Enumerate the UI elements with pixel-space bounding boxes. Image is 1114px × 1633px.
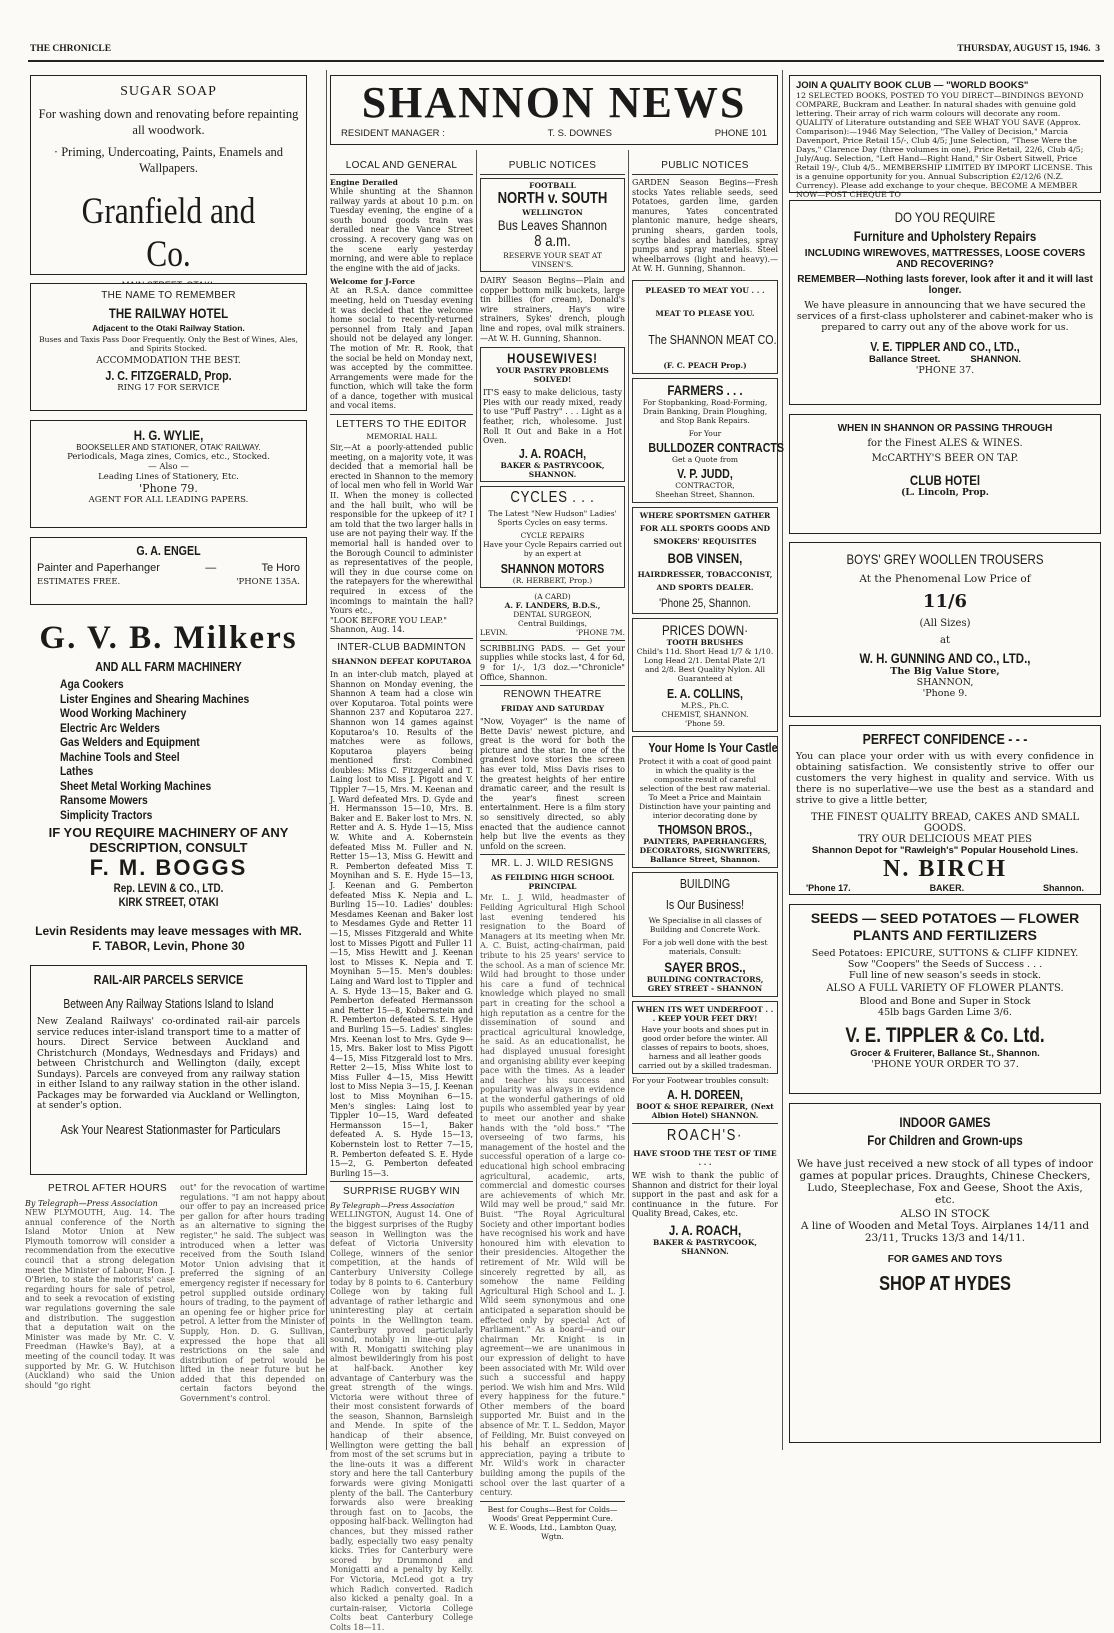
- tippler-furniture-ad: DO YOU REQUIRE Furniture and Upholstery Repairs INCLUDING WIREWOVES, MATTRESSES, LOOSE COVERS AND RECOVERING? REMEMBER—Nothing lasts forever, look after it and it will last longer. We have pleasure in announcing that we have secured the services of a first-class upholsterer and cabinet-maker who is prepared to carry out any of the above work for us. V. E. TIPPLER AND CO., LTD., Ballance Street. SHANNON. 'PHONE 37.: [789, 200, 1101, 405]
- railway-hotel-ad: THE NAME TO REMEMBER THE RAILWAY HOTEL Adjacent to the Otaki Railway Station. Buses and Taxis Pass Door Frequently. Only the Best of Wines, Ales, and Spirits Stocked. ACCOMMODATION THE BEST. J. C. FITZGERALD, Prop. RING 17 FOR SERVICE: [30, 283, 307, 411]
- gvb-item: Lister Engines and Shearing Machines: [60, 691, 250, 706]
- gvb-item: Machine Tools and Steel: [60, 749, 180, 764]
- public-notices-column-1: PUBLIC NOTICES FOOTBALL NORTH v. SOUTH WELLINGTON Bus Leaves Shannon 8 a.m. RESERVE YOUR SEAT AT VINSEN'S. DAIRY Season Begins—Plain and copper bottom milk buckets, large tin billies (for cream), Donald's wire strainers, Hay's wire strainers, Sykes' drench, plough line and ropes, oval milk strainers. —At W. H. Gunning, Shannon. HOUSEWIVES! YOUR PASTRY PROBLEMS SOLVED! IT'S easy to make delicious, tasty Pies with our ready mixed, ready to use "Puff Pastry" . . . Light as a feather, rich, wholesome. Just Roll It Out and Bake in a Hot Oven. J. A. ROACH, BAKER & PASTRYCOOK, SHANNON. CYCLES . . . The Latest "New Hudson" Ladies' Sports Cycles on easy terms. CYCLE REPAIRS Have your Cycle Repairs carried out by an expert at SHANNON MOTORS (R. HERBERT, Prop.) (A CARD) A. F. LANDERS, B.D.S., DENTAL SURGEON, Central Buildings, LEVIN. 'PHONE 7M. SCRIBBLING PADS. — Get your supplies while stocks last, 4 for 6d, 9 for 1/-, 1/3 doz.—"Chronicle" Office, Shannon. RENOWN THEATRE FRIDAY AND SATURDAY "Now, Voyager" is the name of Bette Davis' newest picture, and great is the word for both the picture and the star. In one of the grandest love stories the screen has ever told, Miss Davis rises to the greatest heights of her entire dramatic career, and the result is the year's finest screen entertainment. Here is a film story so sensitively directed, so ably enacted that the audience cannot help but live the events as they unfold on the screen. MR. L. J. WILD RESIGNS AS FEILDING HIGH SCHOOL PRINCIPAL Mr. L. J. Wild, headmaster of Feilding Agricultural High School last evening tendered his resignation to the Board of Managers at its meeting when Mr. A. C. Buist, acting-chairman, paid tribute to his 25 years' service to the school. As a man of science Mr. Wild had brought to those under his care a fund of technical knowledge which played no small part in creating for the school a high reputation as a centre for the dissemination of sound and practical agricultural knowledge, he said. As an educationalist, he had displayed unusual foresight and organising ability ever keeping pace with the times. As a leader and teacher his success and popularity was always in evidence at the wonderful gatherings of old pupils who assembled year by year to meet our another and shake hands with the "old boss." "The overseeing of two farms, his management of the hostel and the successful operation of a large co-educational high school embracing agricultural, academic, arts, commercial and domestic courses are achievements of which Mr. Wild may well be proud," said Mr. Buist. "The Royal Agricultural Society and other important bodies have recognised his work and have honoured him with elevation to their presidencies. Altogether the retirement of Mr. Wild will be sincerely regretted by all, as somehow the name Feilding Agricultural High School and L. J. Wild seem synonymous and one anticipated a separation should be effected only by special Act of Parliament." As a board—and our chairman Mr. Knight is in agreement—we are unanimous in our expression of delight to have been associated with Mr. Wild over such a successful and happy period. We wish him and Mrs. Wild every happiness for the future." Other members of the board supported Mr. Buist and in the absence of Mr. T. L. Seddon, Mayor of Feilding, Mr. Buist conveyed on his behalf an expression of appreciation, paying a tribute to Mr. Wild's work in character building among the pupils of the school over the last quarter of a century. Best for Coughs—Best for Colds— Woods' Great Peppermint Cure. W. E. Woods, Ltd., Lambton Quay, Wgtn.: [480, 160, 625, 1541]
- club-hotel-ad: WHEN IN SHANNON OR PASSING THROUGH for the Finest ALES & WINES. McCARTHY'S BEER ON TAP. CLUB HOTEl (L. Lincoln, Prop.: [789, 414, 1101, 534]
- birch-ad: PERFECT CONFIDENCE - - - You can place your order with us with every confidence in obtaining satisfaction. We consistently strive to offer our customers the very highest in quality and service. With us there is no superlative—we use the best as a standard and strive to give a little better, THE FINEST QUALITY BREAD, CAKES AND SMALL GOODS. TRY OUR DELICIOUS MEAT PIES Shannon Depot for "Rawleigh's" Popular Household Lines. N. BIRCH 'Phone 17. BAKER. Shannon.: [789, 725, 1101, 895]
- sugar-soap-ad: SUGAR SOAP For washing down and renovating before repainting all woodwork. · Priming, Undercoating, Paints, Enamels and Wallpapers. Granfield and Co.: [30, 75, 307, 275]
- gvb-item: Gas Welders and Equipment: [60, 735, 200, 749]
- issue-date: THURSDAY, AUGUST 15, 1946. 3: [957, 44, 1100, 54]
- hydes-ad: INDOOR GAMES For Children and Grown-ups We have just received a new stock of all types of indoor games at popular prices. Draughts, Chinese Checkers, Ludo, Steeplechase, Fox and Geese, Shoot the Axis, etc. ALSO IN STOCK A line of Wooden and Metal Toys. Airplanes 14/11 and 23/11, Trucks 13/3 and 14/11. FOR GAMES AND TOYS SHOP AT HYDES: [789, 1103, 1101, 1443]
- trousers-ad: BOYS' GREY WOOLLEN TROUSERS At the Phenomenal Low Price of 11/6 (All Sizes) at W. H. GUNNING AND CO., LTD., The Big Value Store, SHANNON, 'Phone 9.: [789, 542, 1101, 717]
- gvb-item: Aga Cookers: [60, 677, 124, 691]
- rail-air-ad: RAIL-AIR PARCELS SERVICE Between Any Railway Stations Island to Island New Zealand Railways' co-ordinated rail-air parcels service reduces inter-island transport time to a matter of hours. Direct Service between Auckland and Christchurch (Mondays, Wednesdays and Fridays) and between Christchurch and Wellington (daily, except Sundays). Parcels are conveyed from any railway station in either Island to any railway station in the other island. Packages may be forwarded via Auckland or Wellington, at sender's option. Ask Your Nearest Stationmaster for Particulars: [30, 965, 307, 1175]
- gvb-milkers-ad: G. V. B. Milkers AND ALL FARM MACHINERY Aga Cookers Lister Engines and Shearing Machines Wood Working Machinery Electric Arc Welders Gas Welders and Equipment Machine Tools and Steel Lathes Sheet Metal Working Machines Ransome Mowers Simplicity Tractors IF YOU REQUIRE MACHINERY OF ANY DESCRIPTION, CONSULT F. M. BOGGS Rep. LEVIN & CO., LTD. KIRK STREET, OTAKI: [30, 620, 307, 920]
- petrol-article: PETROL AFTER HOURS By Telegraph—Press Association NEW PLYMOUTH, Aug. 14. The annual conference of the North Island Motor Union at New Plymouth tomorrow will consider a recommendation from the executive council that a strong delegation meet the Minister of Labour, Hon. J. O'Brien, to state the motorists' case regarding hours for sale of petrol, and to seek a revocation of existing war regulations governing the sale and distribution. The suggestion that a deputation wait on the Minister was made by Mr. C. V. Freedman (Hawke's Bay), at a meeting of the council today. It was supported by Mr. G. W. Hutchison (Auckland) who said the Union should "go right out" for the revocation of wartime regulations. "I am not happy about our offer to pay an increased price per gallon for after hours trading as an alternative to signing the register," he said. The subject was introduced when a letter was received from the South Island Motor Union advising that it preferred the signing of an emergency register if necessary for petrol supplied outside ordinary hours of trading, to the payment of an opening fee or higher price for petrol. A letter from the Minister of Supply, Hon. D. G. Sullivan, expressed the hope that all restrictions on the sale and distribution of petrol would be lifted in the near future but he added that this depended on certain factors beyond the Government's control.: [25, 1183, 325, 1404]
- header-rule: [28, 60, 1104, 62]
- gvb-item: Ransome Mowers: [60, 793, 148, 807]
- granfield-brand: Granfield and Co.: [81, 191, 256, 275]
- shannon-news-header: SHANNON NEWS RESIDENT MANAGER : T. S. DOWNES PHONE 101: [330, 75, 778, 145]
- paper-name: THE CHRONICLE: [30, 44, 112, 54]
- engel-ad: G. A. ENGEL Painter and Paperhanger — Te Horo ESTIMATES FREE. 'PHONE 135A.: [30, 537, 307, 605]
- seeds-ad: SEEDS — SEED POTATOES — FLOWER PLANTS AND FERTILIZERS Seed Potatoes: EPICURE, SUTTONS & CLIFF KIDNEY. Sow "Coopers" the Seeds of Success . . . Full line of new season's seeds in stock. ALSO A FULL VARIETY OF FLOWER PLANTS. Blood and Bone and Super in Stock 45lb bags Garden Lime 3/6. V. E. TIPPLER & Co. Ltd. Grocer & Fruiterer, Ballance St., Shannon. 'PHONE YOUR ORDER TO 37.: [789, 904, 1101, 1094]
- gvb-item: Sheet Metal Working Machines: [60, 778, 212, 793]
- public-notices-column-2: PUBLIC NOTICES GARDEN Season Begins—Fresh stocks Yates reliable seeds, seed Potatoes, garden lime, garden manures, Yates concentrated plantonic manure, hedge shears, pruning shears, garden tools, scythe blades and handles, spray pumps and spray materials. Steel wheelbarrows (light and heavy).—At W. H. Gunning, Shannon. PLEASED TO MEAT YOU . . . MEAT TO PLEASE YOU. The SHANNON MEAT CO. (F. C. PEACH Prop.) FARMERS . . . For Stopbanking, Road-Forming, Drain Banking, Drain Ploughing, and Stop Bank Repairs. For Your BULLDOZER CONTRACTS Get a Quote from V. P. JUDD, CONTRACTOR, Sheehan Street, Shannon. WHERE SPORTSMEN GATHER FOR ALL SPORTS GOODS AND SMOKERS' REQUISITES BOB VINSEN, HAIRDRESSER, TOBACCONIST, AND SPORTS DEALER. 'Phone 25, Shannon. PRICES DOWN· TOOTH BRUSHES Child's 11d. Short Head 1/7 & 1/10. Long Head 2/1. Dental Plate 2/1 and 2/8. Best Quality Nylon. All Guaranteed at E. A. COLLINS, M.P.S., Ph.C. CHEMIST, SHANNON. 'Phone 59. Your Home Is Your Castle Protect it with a coat of good paint in which the quality is the composite result of careful selection of the best raw material. To Meet a Price and Maintain Distinction have your painting and interior decorating done by THOMSON BROS., PAINTERS, PAPERHANGERS, DECORATORS, SIGNWRITERS, Ballance Street, Shannon. BUILDING Is Our Business! We Specialise in all classes of Building and Concrete Work. For a job well done with the best materials, Consult: SAYER BROS., BUILDING CONTRACTORS, GREY STREET - SHANNON WHEN ITS WET UNDERFOOT . . . KEEP YOUR FEET DRY! Have your boots and shoes put in good order before the winter. All classes of repairs to boots, shoes, harness and all leather goods carried out by a skilled tradesman. For your Footwear troubles consult: A. H. DOREEN, BOOT & SHOE REPAIRER, (Next Albion Hotel) SHANNON. ROACH'S· HAVE STOOD THE TEST OF TIME . . . WE wish to thank the public of Shannon and district for their loyal support in the past and ask for a continuance in the future. For Quality Bread, Cakes, etc. J. A. ROACH, BAKER & PASTRYCOOK, SHANNON.: [632, 160, 785, 1256]
- levin-note: Levin Residents may leave messages with MR. F. TABOR, Levin, Phone 30: [35, 924, 302, 953]
- gvb-item: Lathes: [60, 764, 94, 778]
- gvb-item: Simplicity Tractors: [60, 807, 153, 822]
- gvb-item-list: [30, 677, 307, 822]
- local-general-column: LOCAL AND GENERAL Engine Derailed While shunting at the Shannon railway yards at about 10 p.m. on Tuesday evening, the engine of a south bound goods train was derailed near the Vance Street crossing. A recovery gang was on the scene early yesterday morning, and were able to replace the engine with the aid of jacks. Welcome for J-Force At an R.S.A. dance committee meeting, held on Tuesday evening it was decided that the welcome home social to recently-returned personnel from Italy and Japan should not be delayed any longer. The motion of Mr. R. Rook, that the social be held on Monday next, was accepted by the committee. Arrangements were made for the function, which will take the form of a dance, together with musical and vocal items. LETTERS TO THE EDITOR MEMORIAL HALL Sir,—At a poorly-attended public meeting, on a majority vote, it was decided that a memorial hall be erected in Shannon to the memory of local men who fell in World War II. When the money is collected and the hall built, who will be responsible for the upkeep of it? I am told that the two larger halls in use are not paying their way. If the memorial hall is handed over to the Borough Council to administer as representatives of the people, will they in due course come on the ratepayers for the wherewithal required in excess of the incomings to maintain the hall? Yours etc., "LOOK BEFORE YOU LEAP." Shannon, Aug. 14. INTER-CLUB BADMINTON SHANNON DEFEAT KOPUTAROA In an inter-club match, played at Shannon on Monday evening, the Shannon A team had a close win over Koputaroa. Total points were Shannon 237 and Koputaroa 227. Shannon won 14 games against Koputaroa's 10. Results of the matches were as follows, Koputaroa players being mentioned first: Combined doubles: Miss C. Fitzgerald and T. Laing lost to Miss J. Pigott and V. Tippler 7—15, Mrs. M. Keenan and J. Ward defeated Mrs. D. Gyde and H. Hermansson 15—10, Mrs. B. Baker and E. Baker lost to Mrs. N. Retter and A. S. Hyde 1—15, Miss W. White and A. Kobernstein defeated Miss M. Fuller and N. Retter 15—13, Miss G. Hewitt and R. Pemberton defeated Miss T. Moynihan and S. E. Hyde 15—13, J. Keenan and G. Pemberton defeated Miss K. Nepia and L. Burling 15—10. Ladies' doubles: Mesdames Keenan and Baker lost to Mesdames Gyde and Retter 11—15, Misses Fitzgerald and White lost to Misses Pigott and Fuller 11—15, Miss Hewitt and J. Keenan lost to Misses K. Nepia and T. Moynihan 5—15. Men's doubles: Laing and Ward lost to Tippler and A. S. Hyde 13—15, Baker and G. Pemberton defeated Hermansson and Retter 15—8, Kobernstein and R. Pemberton defeated S. E. Hyde and Burling 15—5. Ladies' singles: Mrs. Keenan lost to Mrs. Gyde 9—15, Mrs. Baker lost to Miss Pigott 4—15, Miss Fitzgerald lost to Mrs. Retter 2—15, Miss White lost to Miss Fuller 4—15, Miss Hewitt lost to Miss Nepia 3—15, J. Keenan lost to Miss Moynihan 6—15. Men's singles: Laing lost to Tippler 10—15, Ward defeated Hermansson 15—1, Baker defeated A. S. Hyde 15—13, Kobernstein lost to Retter 7—15, R. Pemberton defeated S. E. Hyde 15—2, G. Pemberton defeated Burling 15—3. SURPRISE RUGBY WIN By Telegraph—Press Association WELLINGTON, August 14. One of the biggest surprises of the Rugby season in Wellington was the defeat of Victoria University College, winners of the senior competition, at the hands of Canterbury University College today by 8 points to 6. Canterbury College won by taking full advantage of rather lethargic and uninteresting play at certain points in the Wellington team. Canterbury proved particularly sound, notably in line-out play with R. Monigatti switching play almost bewilderingly from his post at half-back. Another key advantage of Canterbury was the great strength of the wings. Victoria were without three of their most consistent forwards of the season, Shannon, Barnsleigh and Mende. In spite of the handicap of their absence, Wellington were getting the ball from most of the set scrums but in the line-outs it was a different story and here the tall Canterbury forwards were giving Monigatti plenty of the ball. The Canterbury forwards also were breaking through fast on to Jacobs, the opposing half-back. Wellington had chances, but they missed rather badly, especially two easy penalty kicks. Tries for Canterbury were scored by Drummond and Monigatti and a penalty by Kelly. For Victoria, McLeod got a try which Radich converted. Radich also kicked a penalty goal. In a curtain-raiser, Victoria College Colts beat Canterbury College Colts 18—11.: [330, 160, 473, 1632]
- book-club-ad: JOIN A QUALITY BOOK CLUB — "WORLD BOOKS" 12 SELECTED BOOKS, POSTED TO YOU DIRECT—BINDINGS BEYOND COMPARE, Buckram and Leather. In natural shades with genuine gold lettering. Their array of rich warm colours will decorate any room. QUALITY of Literature outstanding and SEE WHAT YOU SAVE (Approx. Comparison):—1946 May Selection, "The Valley of Decision," Marcia Davenport, Price Retail 15/-, Club 4/5; June Selection, "These Were the Days," Clarence Day (three volumes in one), Price Retail, 22/6, Club 4/5; July/Aug. Selection, "Left Hand—Right Hand," Sir Osbert Sitwell, Price Retail 19/-, Club 4/5.. MEMBERSHIP LIMITED BY IMPORT LICENSE. This is a genuine opportunity for you. Annual Subscription £2/12/6 (N.Z. Currency). Please add exchange to your cheque. BECOME A MEMBER NOW—POST CHEQUE TO: [789, 75, 1101, 193]
- wylie-ad: H. G. WYLIE, BOOKSELLER AND STATIONER, OTAK' RAILWAY. Periodicals, Maga zines, Comics, etc., Stocked. — Also — Leading Lines of Stationery, Etc. 'Phone 79. AGENT FOR ALL LEADING PAPERS.: [30, 420, 307, 528]
- gvb-item: Wood Working Machinery: [60, 706, 187, 720]
- gvb-item: Electric Arc Welders: [60, 720, 160, 735]
